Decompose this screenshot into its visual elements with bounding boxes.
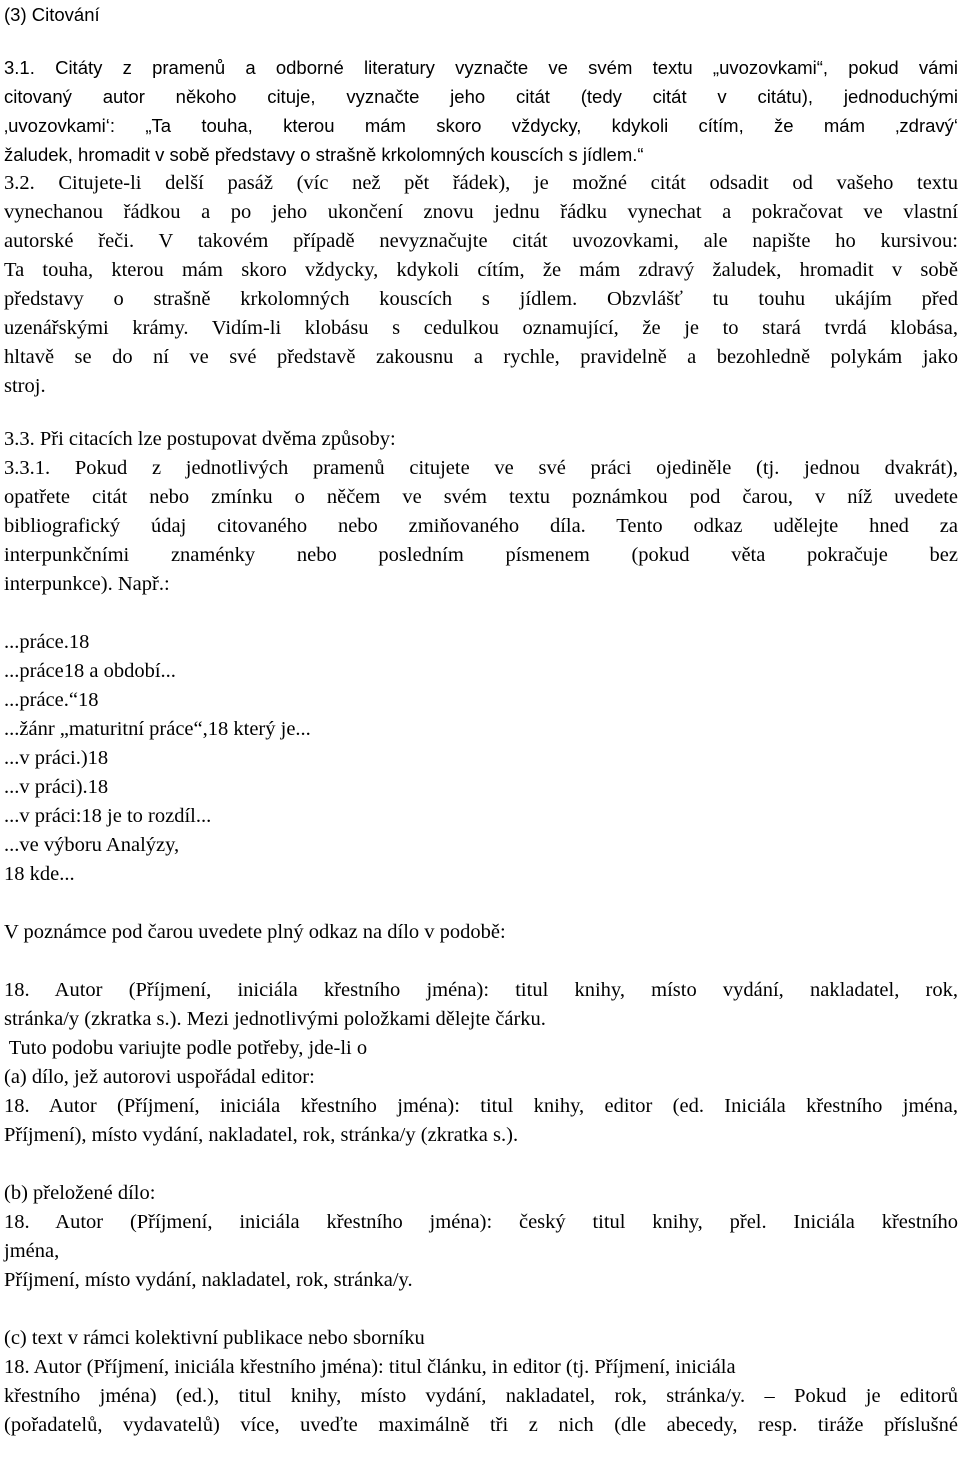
p32-line-5: představy o strašně krkolomných kouscích s jídlem. Obzvlášť tu touhu ukájím před [4,288,958,310]
example-item: ...práce.“18 [4,689,99,711]
paragraph-3-3 [4,425,958,599]
note-18 [4,976,958,1063]
example-item: ...v práci).18 [4,776,109,798]
example-list [4,628,958,889]
p31-line-3: ‚uvozovkami‘: „Ta touha, kterou mám skoro vždycky, kdykoli cítím, že mám ‚zdravý‘ [4,115,958,136]
p32-line-7: hltavě se do ní ve své představě zakousnu a rychle, pravidelně a bezohledně polykám jako [4,346,958,368]
case-b-label: (b) přeložené dílo: [4,1182,156,1204]
example-item: ...práce18 a období... [4,660,176,682]
case-c-line-3: (pořadatelů, vydavatelů) více, uveďte maximálně tři z nich (dle abecedy, resp. tiráže příslušné [4,1414,958,1436]
example-item: ...žánr „maturitní práce“,18 který je... [4,718,311,740]
case-a-label: (a) dílo, jež autorovi uspořádal editor: [4,1066,315,1088]
section-heading: (3) Citování [4,4,100,25]
paragraph-3-1 [4,53,958,169]
p31-line-2: citovaný autor někoho cituje, vyznačte jeho citát (tedy citát v citátu), jednoduchými [4,86,958,107]
p32-line-6: uzenářskými krámy. Vidím-li klobásu s cedulkou oznamující, že je to stará tvrdá klobása, [4,317,958,339]
example-item: ...v práci:18 je to rozdíl... [4,805,212,827]
spacer [4,1150,958,1179]
p31-line-1: 3.1. Citáty z pramenů a odborné literatury vyznačte ve svém textu „uvozovkami“, pokud vámi [4,57,958,78]
case-a [4,1063,958,1150]
p33-line-1: 3.3. Při citacích lze postupovat dvěma způsoby: [4,428,396,450]
spacer [4,599,958,628]
case-a-line-2: Příjmení), místo vydání, nakladatel, rok, stránka/y (zkratka s.). [4,1124,519,1146]
spacer [4,1295,958,1324]
p33-line-4: bibliografický údaj citovaného nebo zmiňovaného díla. Tento odkaz udělejte hned za [4,515,958,537]
case-c [4,1324,958,1440]
spacer [4,947,958,976]
p31-line-4: žaludek, hromadit v sobě představy o strašně krkolomných kouscích s jídlem.“ [4,144,644,165]
case-b-line-3: Příjmení, místo vydání, nakladatel, rok, stránka/y. [4,1269,413,1291]
case-b [4,1179,958,1295]
example-item: ...ve výboru Analýzy, [4,834,180,856]
note18-line-1: 18. Autor (Příjmení, iniciála křestního jména): titul knihy, místo vydání, nakladatel, rok, [4,979,958,1001]
p32-line-2: vynechanou řádkou a po jeho ukončení znovu jednu řádku vynechat a pokračovat ve vlastní [4,201,958,223]
p33-line-2: 3.3.1. Pokud z jednotlivých pramenů citujete ve své práci ojediněle (tj. jednou dvakrát), [4,457,958,479]
p33-line-3: opatřete citát nebo zmínku o něčem ve svém textu poznámkou pod čarou, v níž uvedete [4,486,958,508]
case-b-line-2: jména, [4,1240,60,1262]
case-c-label: (c) text v rámci kolektivní publikace nebo sborníku [4,1327,425,1349]
case-b-line-1: 18. Autor (Příjmení, iniciála křestního jména): český titul knihy, přel. Iniciála křestního [4,1211,958,1233]
p33-line-5: interpunkčními znaménky nebo posledním písmenem (pokud věta pokračuje bez [4,544,958,566]
spacer [4,401,958,425]
case-c-line-2: křestního jména) (ed.), titul knihy, místo vydání, nakladatel, rok, stránka/y. – Pokud je editorů [4,1385,958,1407]
p32-line-1: 3.2. Citujete-li delší pasáž (víc než pět řádek), je možné citát odsadit od vašeho textu [4,172,958,194]
spacer [4,889,958,918]
p33-line-6: interpunkce). Např.: [4,573,170,595]
example-item: ...práce.18 [4,631,90,653]
p32-line-3: autorské řeči. V takovém případě nevyznačujte citát uvozovkami, ale napište ho kursivou: [4,230,958,252]
paragraph-3-2 [4,169,958,401]
note18-line-3: Tuto podobu variujte podle potřeby, jde-li o [4,1037,368,1059]
case-c-line-1: 18. Autor (Příjmení, iniciála křestního jména): titul článku, in editor (tj. Příjmení, iniciála [4,1356,736,1378]
p32-line-4: Ta touha, kterou mám skoro vždycky, kdykoli cítím, že mám zdravý žaludek, hromadit v sobě [4,259,958,281]
example-item: ...v práci.)18 [4,747,109,769]
spacer [4,29,958,53]
example-item: 18 kde... [4,863,75,885]
footnote-intro: V poznámce pod čarou uvedete plný odkaz na dílo v podobě: [4,921,506,943]
note18-line-2: stránka/y (zkratka s.). Mezi jednotlivými položkami dělejte čárku. [4,1008,546,1030]
p32-line-8: stroj. [4,375,46,397]
case-a-line-1: 18. Autor (Příjmení, iniciála křestního jména): titul knihy, editor (ed. Iniciála křestního jména, [4,1095,958,1117]
